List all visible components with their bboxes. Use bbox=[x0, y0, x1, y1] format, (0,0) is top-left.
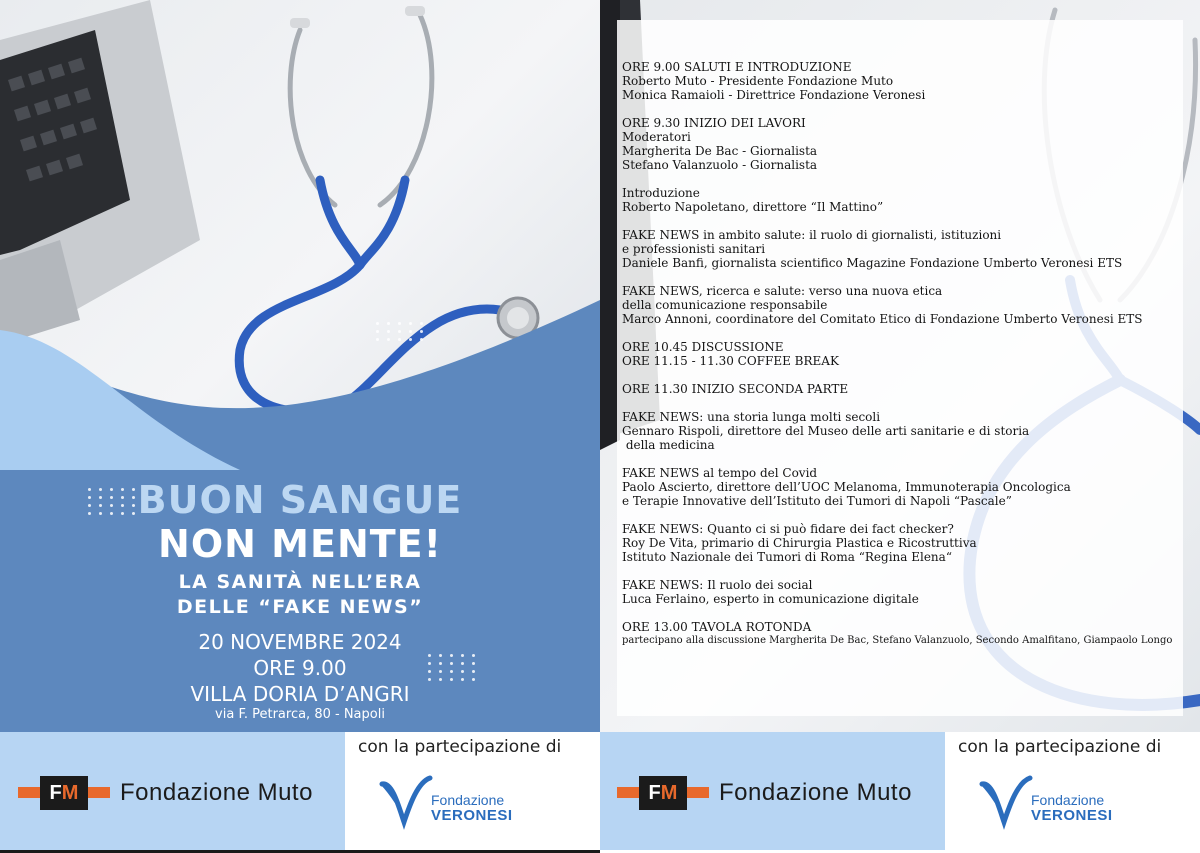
fm-letter-f: F bbox=[648, 781, 661, 804]
event-date: 20 NOVEMBRE 2024 bbox=[198, 630, 402, 654]
program-block bbox=[622, 116, 1182, 172]
program-line: FAKE NEWS in ambito salute: il ruolo di giornalisti, istituzioni bbox=[622, 228, 1002, 242]
fondazione-muto-name: Fondazione Muto bbox=[120, 779, 313, 806]
fondazione-veronesi-logo bbox=[378, 774, 538, 830]
program-line: Marco Annoni, coordinatore del Comitato Etico di Fondazione Umberto Veronesi ETS bbox=[622, 312, 1143, 326]
program-block bbox=[622, 578, 1182, 606]
program-line: Monica Ramaioli - Direttrice Fondazione Veronesi bbox=[622, 88, 926, 102]
event-time: ORE 9.00 bbox=[253, 656, 347, 680]
partecipazione-label: con la partecipazione di bbox=[358, 737, 562, 757]
event-subtitle-line2: DELLE “FAKE NEWS” bbox=[176, 596, 424, 618]
event-address: via F. Petrarca, 80 - Napoli bbox=[215, 707, 385, 722]
program-line: della comunicazione responsabile bbox=[622, 298, 828, 312]
event-title-line1: BUON SANGUE bbox=[137, 478, 463, 522]
fondazione-veronesi-logo bbox=[978, 774, 1138, 830]
fm-letter-m: M bbox=[660, 781, 678, 804]
partecipazione-label: con la partecipazione di bbox=[958, 737, 1162, 757]
program-block bbox=[622, 466, 1182, 508]
program-line: Margherita De Bac - Giornalista bbox=[622, 144, 818, 158]
fm-monogram bbox=[639, 776, 687, 810]
veronesi-logo-bottom: VERONESI bbox=[431, 807, 513, 824]
program-block-final bbox=[622, 620, 1182, 648]
program-line: e Terapie Innovative dell’Istituto dei Tumori di Napoli “Pascale” bbox=[622, 494, 1012, 508]
program-line: Roberto Muto - Presidente Fondazione Muto bbox=[622, 74, 894, 88]
program-block bbox=[622, 522, 1182, 564]
program-line: FAKE NEWS, ricerca e salute: verso una nuova etica bbox=[622, 284, 943, 298]
program-block bbox=[622, 340, 1182, 368]
veronesi-logo-top: Fondazione bbox=[1031, 792, 1105, 808]
veronesi-v-icon bbox=[378, 774, 434, 830]
program-line: Paolo Ascierto, direttore dell’UOC Melanoma, Immunoterapia Oncologica bbox=[622, 480, 1071, 494]
program-line: Roy De Vita, primario di Chirurgia Plastica e Ricostruttiva bbox=[622, 536, 977, 550]
program-block bbox=[622, 186, 1182, 214]
program-line: della medicina bbox=[622, 438, 715, 452]
program-list bbox=[622, 60, 1182, 662]
roundtable-participants: partecipano alla discussione Margherita De Bac, Stefano Valanzuolo, Secondo Amalfitano, Giampaolo Longo bbox=[622, 635, 1173, 646]
program-line: e professionisti sanitari bbox=[622, 242, 766, 256]
event-title-line2: NON MENTE! bbox=[158, 522, 442, 566]
program-line: ORE 11.15 - 11.30 COFFEE BREAK bbox=[622, 354, 839, 368]
program-line: Stefano Valanzuolo - Giornalista bbox=[622, 158, 818, 172]
program-line: ORE 9.30 INIZIO DEI LAVORI bbox=[622, 116, 806, 130]
program-line: ORE 11.30 INIZIO SECONDA PARTE bbox=[622, 382, 849, 396]
decorative-dot-grid bbox=[376, 322, 426, 341]
program-line: FAKE NEWS: Quanto ci si può fidare dei fact checker? bbox=[622, 522, 954, 536]
veronesi-logo-top: Fondazione bbox=[431, 792, 505, 808]
fondazione-muto-logo bbox=[40, 775, 313, 811]
program-line: Gennaro Rispoli, direttore del Museo delle arti sanitarie e di storia bbox=[622, 424, 1030, 438]
program-line: Introduzione bbox=[622, 186, 700, 200]
program-block bbox=[622, 382, 1182, 396]
event-subtitle-line1: LA SANITÀ NELL’ERA bbox=[178, 571, 422, 593]
program-line: FAKE NEWS al tempo del Covid bbox=[622, 466, 818, 480]
program-line: Luca Ferlaino, esperto in comunicazione digitale bbox=[622, 592, 919, 606]
program-block bbox=[622, 284, 1182, 326]
veronesi-v-icon bbox=[978, 774, 1034, 830]
fm-letter-m: M bbox=[61, 781, 79, 804]
program-block bbox=[622, 60, 1182, 102]
veronesi-logo-bottom: VERONESI bbox=[1031, 807, 1113, 824]
program-line: FAKE NEWS: una storia lunga molti secoli bbox=[622, 410, 881, 424]
fondazione-muto-logo bbox=[639, 775, 912, 811]
program-line: Roberto Napoletano, direttore “Il Mattino” bbox=[622, 200, 884, 214]
program-block bbox=[622, 228, 1182, 270]
fondazione-muto-name: Fondazione Muto bbox=[719, 779, 912, 806]
event-venue: VILLA DORIA D’ANGRI bbox=[190, 682, 410, 706]
program-line: ORE 10.45 DISCUSSIONE bbox=[622, 340, 784, 354]
program-line: FAKE NEWS: Il ruolo dei social bbox=[622, 578, 813, 592]
program-line: Moderatori bbox=[622, 130, 691, 144]
program-line: ORE 9.00 SALUTI E INTRODUZIONE bbox=[622, 60, 852, 74]
program-block bbox=[622, 410, 1182, 452]
program-line: Daniele Banfi, giornalista scientifico Magazine Fondazione Umberto Veronesi ETS bbox=[622, 256, 1123, 270]
fm-monogram bbox=[40, 776, 88, 810]
laptop-icon bbox=[0, 0, 200, 345]
program-line: Istituto Nazionale dei Tumori di Roma “Regina Elena“ bbox=[622, 550, 952, 564]
fm-letter-f: F bbox=[49, 781, 62, 804]
roundtable-heading: ORE 13.00 TAVOLA ROTONDA bbox=[622, 620, 812, 634]
